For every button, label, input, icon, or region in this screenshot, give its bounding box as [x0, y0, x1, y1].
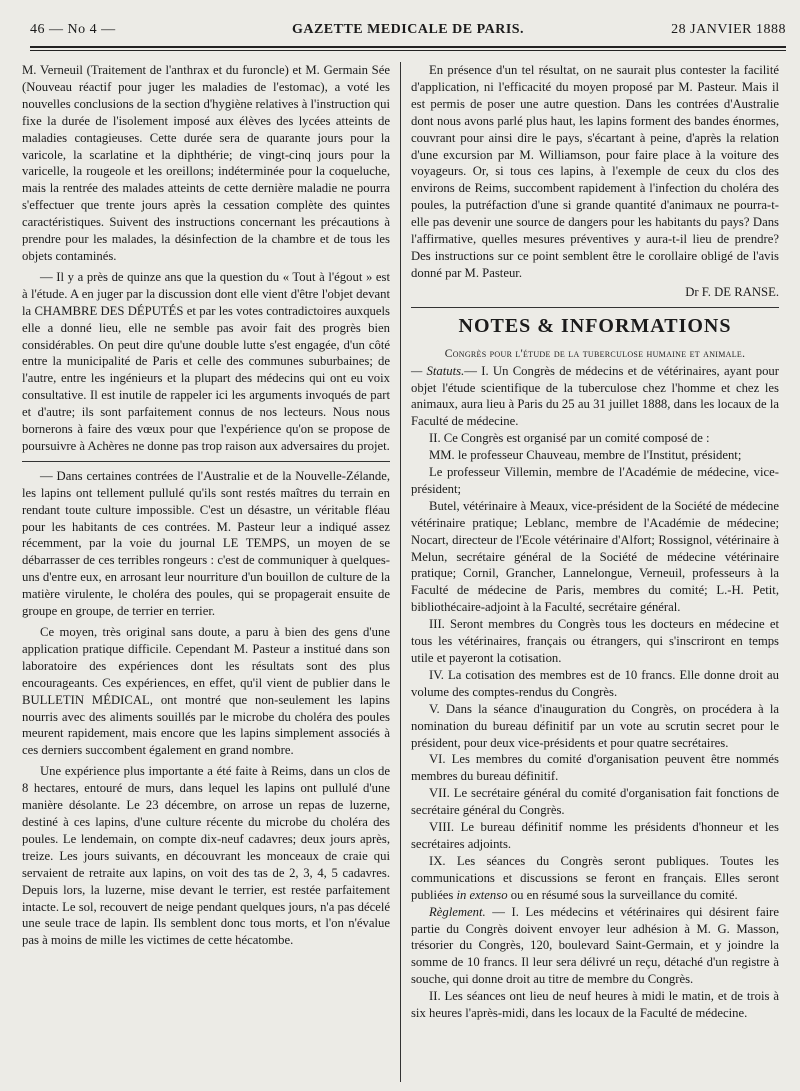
- paragraph-tout-a-legout: — Il y a près de quinze ans que la question du « Tout à l'égout » est à l'étude. A en juger par la discussion dont elle vient d'être l'objet devant la CHAMBRE DES DÉPUTÉS et par les votes contradictoires auxquels elle a donné lieu, elle ne semble pas avoir fait des progrès bien considérables. On peut dire qu'une double lutte s'est engagée, d'un côté entre la municipalité de Paris et celle des communes suburbaines; de l'autre, entre les ingénieurs et la plupart des médecins qui ont eu voix consultative. Il est inutile de rappeler ici les arguments invoqués de part et d'autre; ils sont parfaitement connus de nos lecteurs. Nous nous bornerons à faire des vœux pour que l'expérience qu'on se propose de poursuivre à Achères ne donne pas trop raison aux adversaires du projet.: [22, 269, 390, 453]
- header-rule-thin: [30, 50, 786, 51]
- column-divider: [400, 62, 401, 1082]
- statut-7: VII. Le secrétaire général du comité d'organisation fait fonctions de secrétaire général du Congrès.: [411, 786, 779, 818]
- statut-2-vice-president: Le professeur Villemin, membre de l'Académie de médecine, vice-président;: [411, 465, 779, 496]
- paragraph-question: En présence d'un tel résultat, on ne saurait plus contester la facilité d'application, ni l'efficacité du moyen proposé par M. Pasteur. Mais il est permis de poser une autre question. Dans les contrées d'Australie dont nous avons parlé plus haut, les lapins forment des bandes énormes, couvrant pour ainsi dire le pays, s'écartant à peine, d'après la relation d'une excursion par M. Williamson, pour faire place à la voiture des voyageurs. Or, si tous ces lapins, à l'exemple de ceux du clos des environs de Reims, succombent rapidement à l'infection du choléra des poules, la putréfaction d'une si grande quantité d'animaux ne pourra-t-elle pas devenir une source de dangers pour les habitants du pays? Dans l'affirmative, quelles mesures préventives y aura-t-il lieu de prendre? Des instructions sur ce point semblent être le corollaire obligé de l'avis donné par M. Pasteur.: [411, 63, 779, 280]
- reglement-2: II. Les séances ont lieu de neuf heures à midi le matin, et de trois à six heures l'après-midi, dans les locaux de la Faculté de médecine.: [411, 989, 779, 1021]
- statut-1: — I. Un Congrès de médecins et de vétérinaires, ayant pour objet l'étude scientifique de la tuberculose chez l'homme et chez les animaux, aura lieu à Paris du 25 au 31 juillet 1888, dans les locaux de la Faculté de médecine.: [411, 363, 779, 429]
- statut-2-president: MM. le professeur Chauveau, membre de l'Institut, président;: [429, 448, 742, 463]
- statut-6: VI. Les membres du comité d'organisation peuvent être nommés membres du bureau définitif.: [411, 752, 779, 784]
- statut-4: IV. La cotisation des membres est de 10 francs. Elle donne droit au volume des comptes-rendus du Congrès.: [411, 667, 779, 699]
- statut-2: II. Ce Congrès est organisé par un comité composé de :: [429, 431, 710, 446]
- page-number: 46 — No 4 —: [30, 22, 116, 37]
- statut-9: IX. Les séances du Congrès seront publiques. Toutes les communications et discussions se feront en français. Elles seront publiées in extenso ou en résumé sous la surveillance du comité.: [411, 853, 779, 902]
- statut-2-members: Butel, vétérinaire à Meaux, vice-président de la Société de médecine vétérinaire pratique; Leblanc, membre de l'Académie de médecine; Nocart, directeur de l'Ecole vétérinaire d'Alfort; Rossignol, vétérinaire à Melun, secrétaire général de la Société de médecine vétérinaire pratique; Cornil, Grancher, Lannelongue, Verneuil, professeurs à la Faculté de médecine de Paris, membres du comité; L.-H. Petit, bibliothécaire-adjoint à la Faculté, secrétaire général.: [411, 498, 779, 615]
- divider: [22, 461, 390, 462]
- reglement-1: Règlement. — I. Les médecins et vétérinaires qui désirent faire partie du Congrès doivent envoyer leur adhésion à M. G. Masson, trésorier du Congrès, 120, boulevard Saint-Germain, et y joindre la somme de 10 francs. Il leur sera délivré un reçu, détaché d'un registre à souche, qui donne droit au titre de membre du Congrès.: [411, 904, 779, 987]
- congres-title: Congrès pour l'étude de la tuberculose humaine et animale.: [444, 347, 746, 360]
- statut-8: VIII. Le bureau définitif nomme les présidents d'honneur et les secrétaires adjoints.: [411, 820, 779, 851]
- left-column: [22, 62, 390, 949]
- author-signature: Dr F. DE RANSE.: [685, 284, 779, 299]
- header-rule: [30, 46, 786, 48]
- paragraph-lapins-australie: — Dans certaines contrées de l'Australie et de la Nouvelle-Zélande, les lapins ont tellement pullulé qu'ils sont restés maîtres du terrain en rendant toute culture impossible. C'est un désastre, un véritable fléau pour les habitants de ces contrées. M. Pasteur leur a indiqué assez récemment, par la voie du journal LE TEMPS, un moyen de se débarrasser de ces terribles rongeurs : c'est de communiquer à quelques-uns d'entre eux, en arrosant leur nourriture d'un bouillon de culture de la matière virulente, le choléra des poules, qui se propagerait ensuite de groupe en groupe, de terrier en terrier.: [22, 468, 390, 619]
- issue-date: 28 JANVIER 1888: [671, 22, 786, 37]
- statuts-label: — Statuts.: [411, 363, 465, 378]
- journal-title: GAZETTE MEDICALE DE PARIS.: [291, 22, 525, 37]
- paragraph-isolation: M. Verneuil (Traitement de l'anthrax et du furoncle) et M. Germain Sée (Nouveau réactif pour juger les maladies de l'estomac), a voté les nouvelles conclusions de la section d'hygiène relatives à l'instruction qui fixe la durée de l'isolement imposé aux élèves des lycées atteints de maladies contagieuses. Cette durée sera de quarante jours pour la varicole, la scarlatine et la diphthérie; de vingt-cinq jours pour la varicelle, la rougeole et les oreillons; indéterminée pour la coqueluche, mais la rentrée des malades atteints de cette dernière maladie ne pourra s'effectuer que trente jours après la cessation complète des quintes caractéristiques. Suivent des instructions concernant les précautions à prendre pour les malades, la désinfection de la chambre et de tous les objets contaminés.: [22, 63, 390, 263]
- paragraph-experiences-pasteur: Ce moyen, très original sans doute, a paru à bien des gens d'une application pratique difficile. Cependant M. Pasteur a institué dans son laboratoire des expériences dont les résultats sont des plus encourageants. Ces expériences, en effet, qu'il vient de publier dans le BULLETIN MÉDICAL, ont montré que non-seulement les lapins nourris avec des aliments souillés par le microbe du choléra des poules meurent rapidement, mais encore que les lapins simplement associés à ces derniers succombent également en grand nombre.: [22, 625, 390, 758]
- right-column: [411, 62, 779, 1022]
- divider: [411, 307, 779, 308]
- section-title: NOTES & INFORMATIONS: [458, 314, 732, 337]
- paragraph-experience-reims: Une expérience plus importante a été faite à Reims, dans un clos de 8 hectares, entouré de murs, dans lequel les lapins ont pullulé d'une manière désolante. Le 23 décembre, on arrose un repas de luzerne, destiné à ces lapins, d'une culture récente du microbe du choléra des poules. Le lendemain, on compte dix-neuf cadavres; deux jours après, treize. Les jours suivants, en découvrant les monceaux de craie qui servaient de retraite aux lapins, on voit des tas de 2, 3, 4, 5 cadavres. Depuis lors, la luzerne, mise devant le terrier, est restée parfaitement intacte. Le sol, recouvert de neige pendant quelques jours, n'a pas décelé une seule trace de lapin. Ils semblent donc tous morts, et l'on n'évalue pas à moins de mille les victimes de cette hécatombe.: [22, 764, 390, 948]
- statut-3: III. Seront membres du Congrès tous les docteurs en médecine et tous les vétérinaires, français ou étrangers, qui s'inscriront en temps utile et payeront la cotisation.: [411, 617, 779, 665]
- page-header: [30, 18, 786, 48]
- statut-5: V. Dans la séance d'inauguration du Congrès, on procédera à la nomination du bureau définitif par un vote au scrutin secret pour le président, pour deux vice-présidents et pour quatre secrétaires.: [411, 701, 779, 750]
- reglement-label: Règlement.: [429, 904, 486, 919]
